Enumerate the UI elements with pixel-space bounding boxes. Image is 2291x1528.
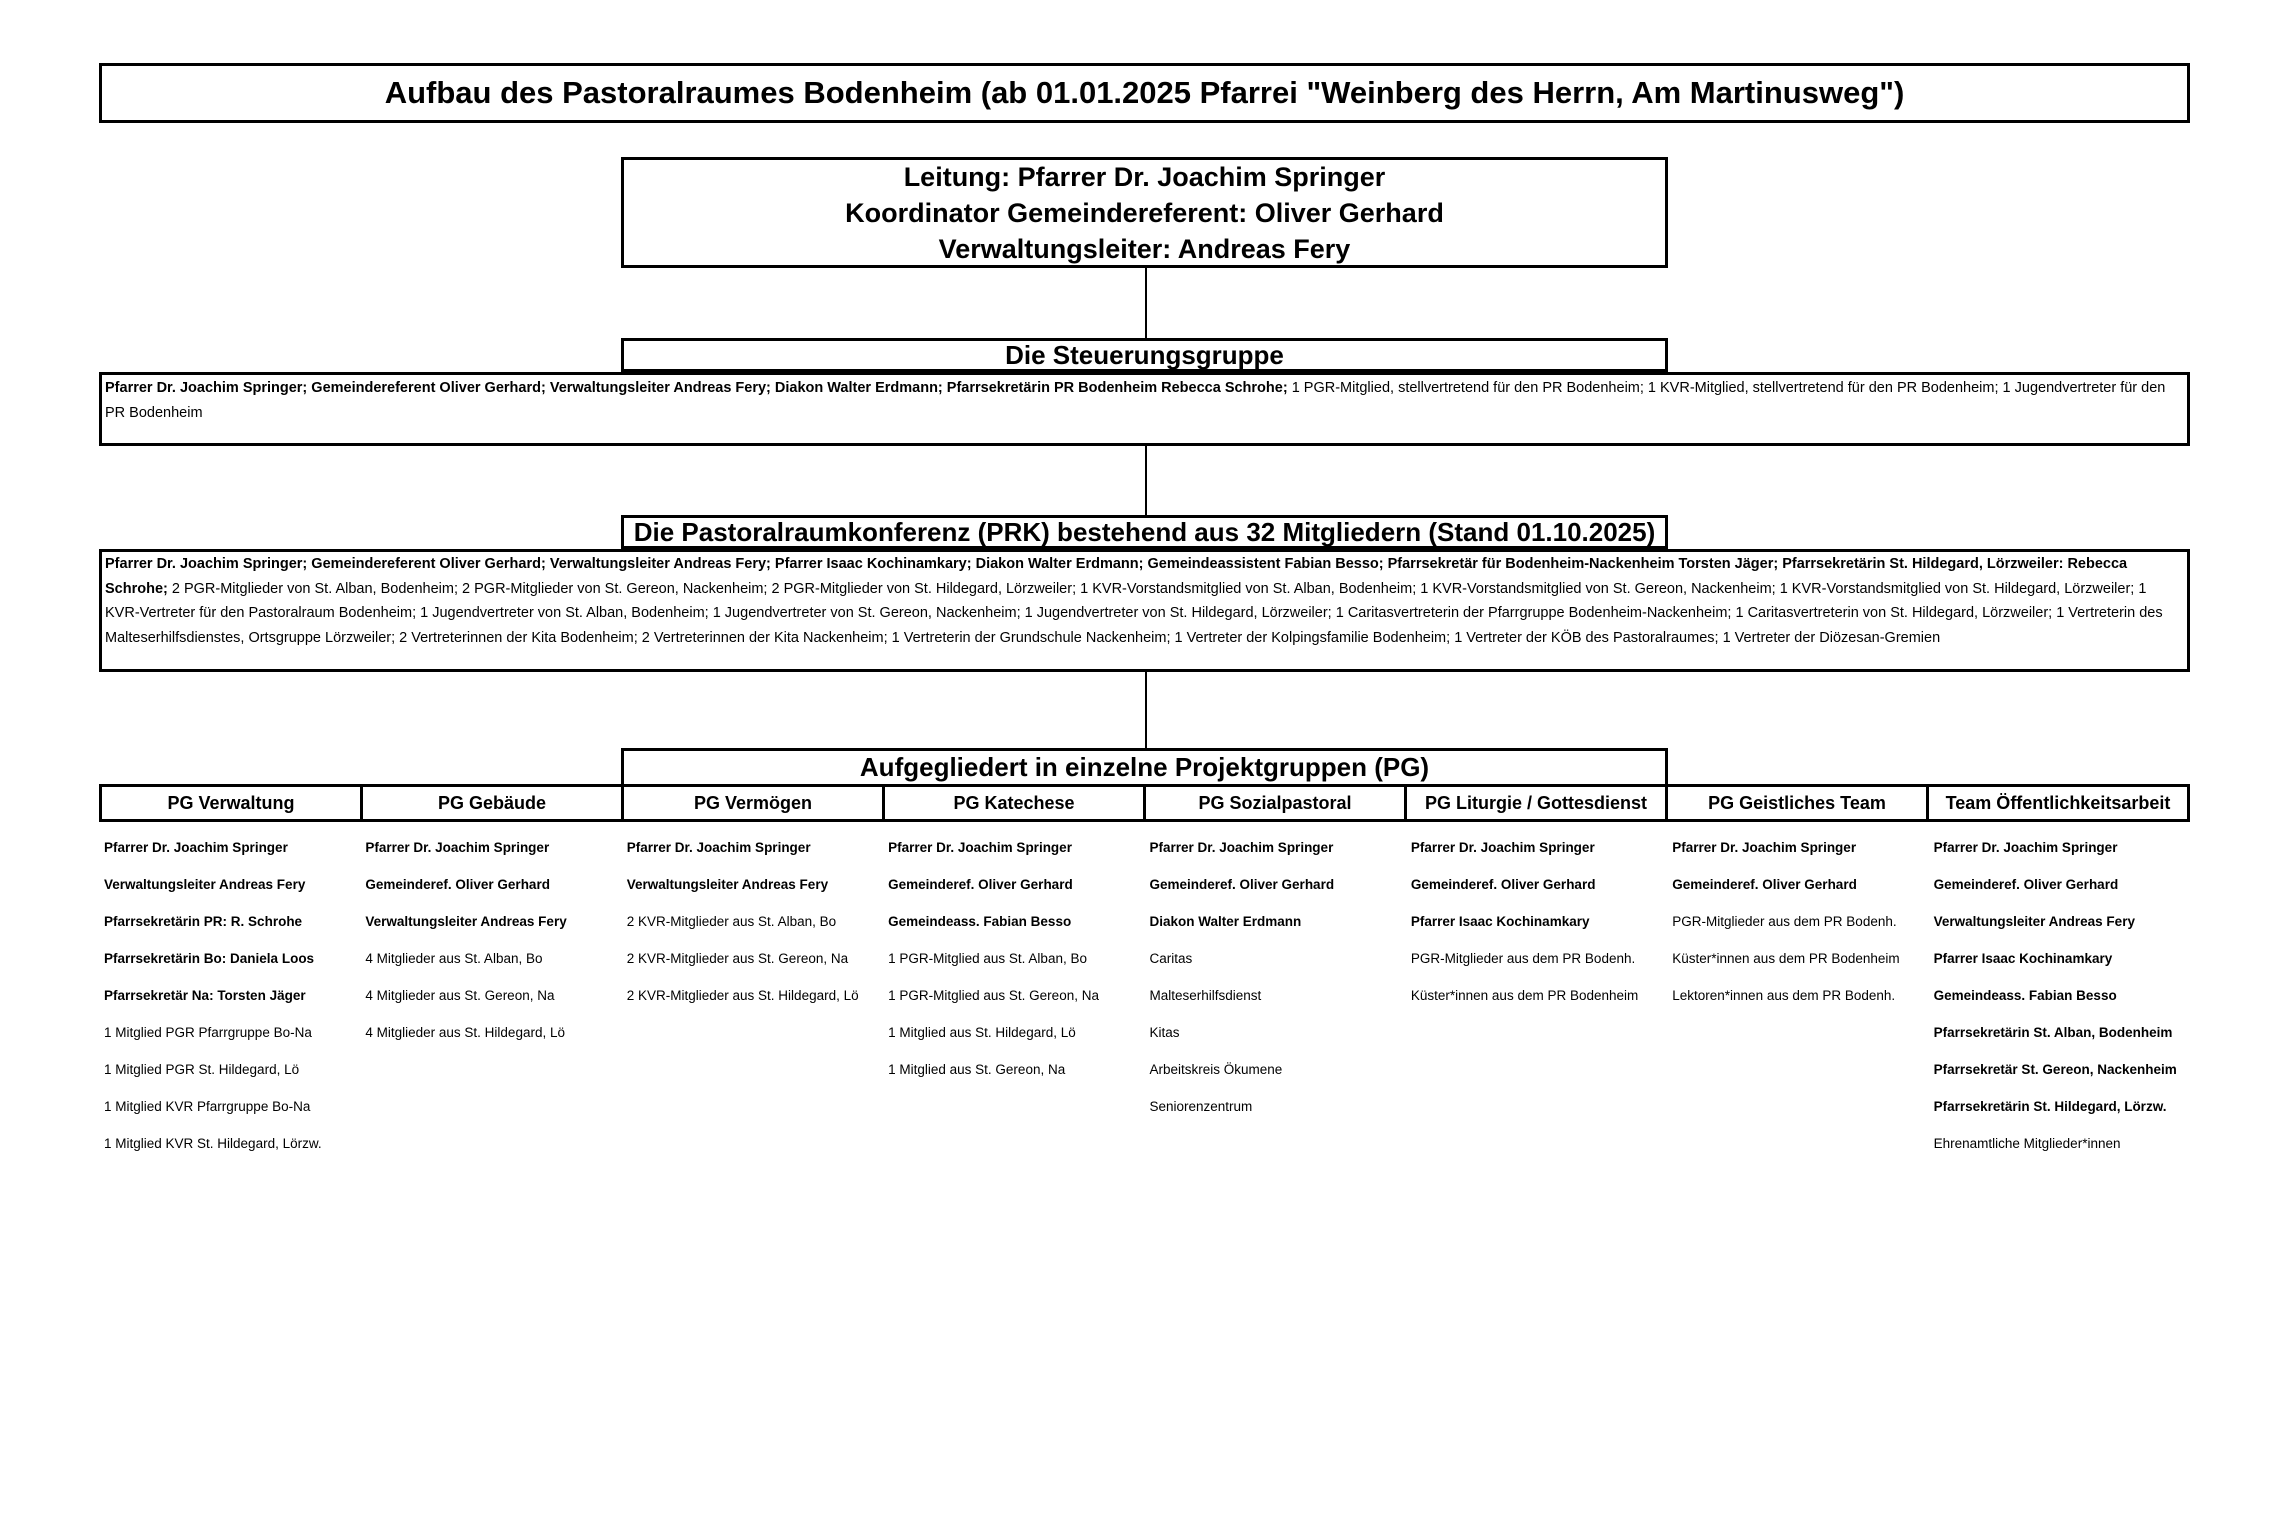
pg-member: 4 Mitglieder aus St. Hildegard, Lö [365, 1025, 565, 1040]
pg-member: 1 PGR-Mitglied aus St. Alban, Bo [888, 951, 1087, 966]
pg-column [1145, 838, 1406, 1171]
pg-header: PG Katechese [885, 787, 1146, 819]
leitung-box [621, 157, 1668, 268]
pg-member: Caritas [1149, 951, 1193, 966]
pg-column [1667, 838, 1928, 1171]
pg-member: Verwaltungsleiter Andreas Fery [626, 877, 829, 892]
pg-member: Pfarrer Isaac Kochinamkary [1410, 914, 1590, 929]
pg-member: PGR-Mitglieder aus dem PR Bodenh. [1410, 951, 1636, 966]
pg-header: PG Sozialpastoral [1146, 787, 1407, 819]
prk-heading: Die Pastoralraumkonferenz (PRK) bestehend aus 32 Mitgliedern (Stand 01.10.2025) [621, 515, 1668, 549]
prk-other-members: 2 PGR-Mitglieder von St. Alban, Bodenheim; 2 PGR-Mitglieder von St. Gereon, Nackenheim; 2 PGR-Mitglieder von St. Hildegard, Lörzweiler; 1 KVR-Vorstandsmitglied von St. Alban, Bodenheim; 1 KVR-Vorstandsmitglied von St. Gereon, Nackenheim; 1 KVR-Vorstandsmitglied von St. Hildegard, Lörzweiler; 1 KVR-Vertreter für den Pastoralraum Bodenheim; 1 Jugendvertreter von St. Alban, Bodenheim; 1 Jugendvertreter von St. Gereon, Nackenheim; 1 Jugendvertreter von St. Hildegard, Lörzweiler; 1 Caritasvertreterin der Pfarrgruppe Bodenheim-Nackenheim; 1 Caritasvertreterin von St. Hildegard, Lörzweiler; 1 Vertreterin des Malteserhilfsdienstes, Ortsgruppe Lörzweiler; 2 Vertreterinnen der Kita Bodenheim; 2 Vertreterinnen der Kita Nackenheim; 1 Vertreterin der Grundschule Nackenheim; 1 Vertreter der Kolpingsfamilie Bodenheim; 1 Vertreter der KÖB des Pastoralraumes; 1 Vertreter der Diözesan-Gremien [105, 580, 2163, 647]
pg-member: Verwaltungsleiter Andreas Fery [1933, 914, 2135, 929]
pg-member: Gemeinderef. Oliver Gerhard [1933, 877, 2119, 892]
pg-column [1929, 838, 2190, 1171]
pg-header: Team Öffentlichkeitsarbeit [1945, 792, 2171, 813]
pg-member: 4 Mitglieder aus St. Alban, Bo [365, 951, 543, 966]
prk-members [99, 549, 2190, 672]
pg-member: Küster*innen aus dem PR Bodenheim [1672, 951, 1900, 966]
pg-member: Pfarrer Dr. Joachim Springer [888, 840, 1072, 855]
pg-member: 1 Mitglied KVR Pfarrgruppe Bo-Na [104, 1099, 311, 1114]
pg-member: Pfarrsekretär St. Gereon, Nackenheim [1933, 1062, 2177, 1077]
verwaltung-line: Verwaltungsleiter: Andreas Fery [938, 233, 1351, 264]
page-title: Aufbau des Pastoralraumes Bodenheim (ab 01.01.2025 Pfarrei "Weinberg des Herrn, Am Martinusweg") [99, 63, 2190, 123]
pg-member: 1 Mitglied KVR St. Hildegard, Lörzw. [104, 1136, 322, 1151]
prk-core-members: Pfarrer Dr. Joachim Springer; Gemeindereferent Oliver Gerhard; Verwaltungsleiter Andreas Fery; Pfarrer Isaac Kochinamkary; Diakon Walter Erdmann; Gemeindeassistent Fabian Besso; Pfarrsekretär für Bodenheim-Nackenheim Torsten Jäger; Pfarrsekretärin St. Hildegard, Lörzweiler: Rebecca Schrohe; [105, 556, 2128, 597]
pg-member: 2 KVR-Mitglieder aus St. Gereon, Na [626, 951, 849, 966]
pg-member: Diakon Walter Erdmann [1149, 914, 1302, 929]
pg-member: Pfarrer Dr. Joachim Springer [626, 840, 811, 855]
pg-member: Seniorenzentrum [1149, 1099, 1253, 1114]
pg-member: Pfarrer Dr. Joachim Springer [1410, 840, 1595, 855]
pg-member: 4 Mitglieder aus St. Gereon, Na [365, 988, 555, 1003]
pg-member: Pfarrer Dr. Joachim Springer [365, 840, 550, 855]
pg-member: 1 PGR-Mitglied aus St. Gereon, Na [888, 988, 1099, 1003]
pg-column [622, 838, 883, 1171]
pg-member: Küster*innen aus dem PR Bodenheim [1410, 988, 1639, 1003]
pg-member: 1 Mitglied PGR Pfarrgruppe Bo-Na [104, 1025, 312, 1040]
pg-member: Arbeitskreis Ökumene [1149, 1062, 1283, 1077]
connector-line [1145, 672, 1147, 748]
pg-member: Pfarrer Dr. Joachim Springer [1672, 840, 1857, 855]
pg-member: Lektoren*innen aus dem PR Bodenh. [1672, 988, 1896, 1003]
steuerung-core-members: Pfarrer Dr. Joachim Springer; Gemeindereferent Oliver Gerhard; Verwaltungsleiter Andreas Fery; Diakon Walter Erdmann; Pfarrsekretärin PR Bodenheim Rebecca Schrohe; [105, 380, 1288, 396]
connector-line [1145, 446, 1147, 515]
pg-member: Gemeinderef. Oliver Gerhard [1410, 877, 1596, 892]
pg-member: Pfarrer Dr. Joachim Springer [104, 840, 288, 855]
pg-header: PG Gebäude [363, 787, 624, 819]
pg-header: PG Verwaltung [102, 787, 363, 819]
pg-member: Kitas [1149, 1025, 1180, 1040]
pg-header-row [99, 784, 2190, 822]
pg-heading: Aufgegliedert in einzelne Projektgruppen (PG) [621, 748, 1668, 787]
connector-line [1145, 268, 1147, 338]
pg-member: Gemeinderef. Oliver Gerhard [365, 877, 550, 892]
steuerungsgruppe-heading: Die Steuerungsgruppe [621, 338, 1668, 372]
pg-member: Gemeinderef. Oliver Gerhard [1149, 877, 1335, 892]
pg-member: Pfarrer Dr. Joachim Springer [1149, 840, 1334, 855]
pg-member: 1 Mitglied PGR St. Hildegard, Lö [104, 1062, 300, 1077]
koordinator-line: Koordinator Gemeindereferent: Oliver Gerhard [845, 197, 1444, 228]
pg-member: Pfarrsekretärin Bo: Daniela Loos [104, 951, 315, 966]
pg-member: Pfarrer Dr. Joachim Springer [1933, 840, 2118, 855]
pg-column [1406, 838, 1667, 1171]
pg-member: 1 Mitglied aus St. Gereon, Na [888, 1062, 1066, 1077]
pg-member-columns [99, 838, 2190, 1171]
pg-column [360, 838, 621, 1171]
pg-member: Gemeindeass. Fabian Besso [888, 914, 1072, 929]
pg-member: Pfarrsekretärin St. Hildegard, Lörzw. [1933, 1099, 2167, 1114]
pg-column [883, 838, 1144, 1171]
pg-header: PG Liturgie / Gottesdienst [1407, 787, 1668, 819]
pg-member: Gemeinderef. Oliver Gerhard [1672, 877, 1857, 892]
pg-member: Verwaltungsleiter Andreas Fery [104, 877, 306, 892]
pg-header: PG Vermögen [624, 787, 885, 819]
pg-member: Malteserhilfsdienst [1149, 988, 1262, 1003]
pg-member: Pfarrsekretärin St. Alban, Bodenheim [1933, 1025, 2173, 1040]
pg-member: PGR-Mitglieder aus dem PR Bodenh. [1672, 914, 1897, 929]
pg-member: 2 KVR-Mitglieder aus St. Alban, Bo [626, 914, 837, 929]
pg-member: Pfarrsekretärin PR: R. Schrohe [104, 914, 303, 929]
pg-member: Verwaltungsleiter Andreas Fery [365, 914, 567, 929]
pg-member: 2 KVR-Mitglieder aus St. Hildegard, Lö [626, 988, 859, 1003]
pg-member: Gemeindeass. Fabian Besso [1933, 988, 2117, 1003]
pg-header: PG Geistliches Team [1668, 787, 1929, 819]
pg-member: Pfarrer Isaac Kochinamkary [1933, 951, 2113, 966]
pg-member: 1 Mitglied aus St. Hildegard, Lö [888, 1025, 1076, 1040]
pg-member: Ehrenamtliche Mitglieder*innen [1933, 1136, 2121, 1151]
pg-member: Pfarrsekretär Na: Torsten Jäger [104, 988, 306, 1003]
steuerung-other-members: 1 PGR-Mitglied, stellvertretend für den PR Bodenheim; 1 KVR-Mitglied, stellvertretend für den PR Bodenheim; 1 Jugendvertreter für den PR Bodenheim [105, 380, 2166, 421]
steuerungsgruppe-members [99, 372, 2190, 446]
pg-column [99, 838, 360, 1171]
leitung-line: Leitung: Pfarrer Dr. Joachim Springer [903, 161, 1386, 192]
pg-member: Gemeinderef. Oliver Gerhard [888, 877, 1073, 892]
